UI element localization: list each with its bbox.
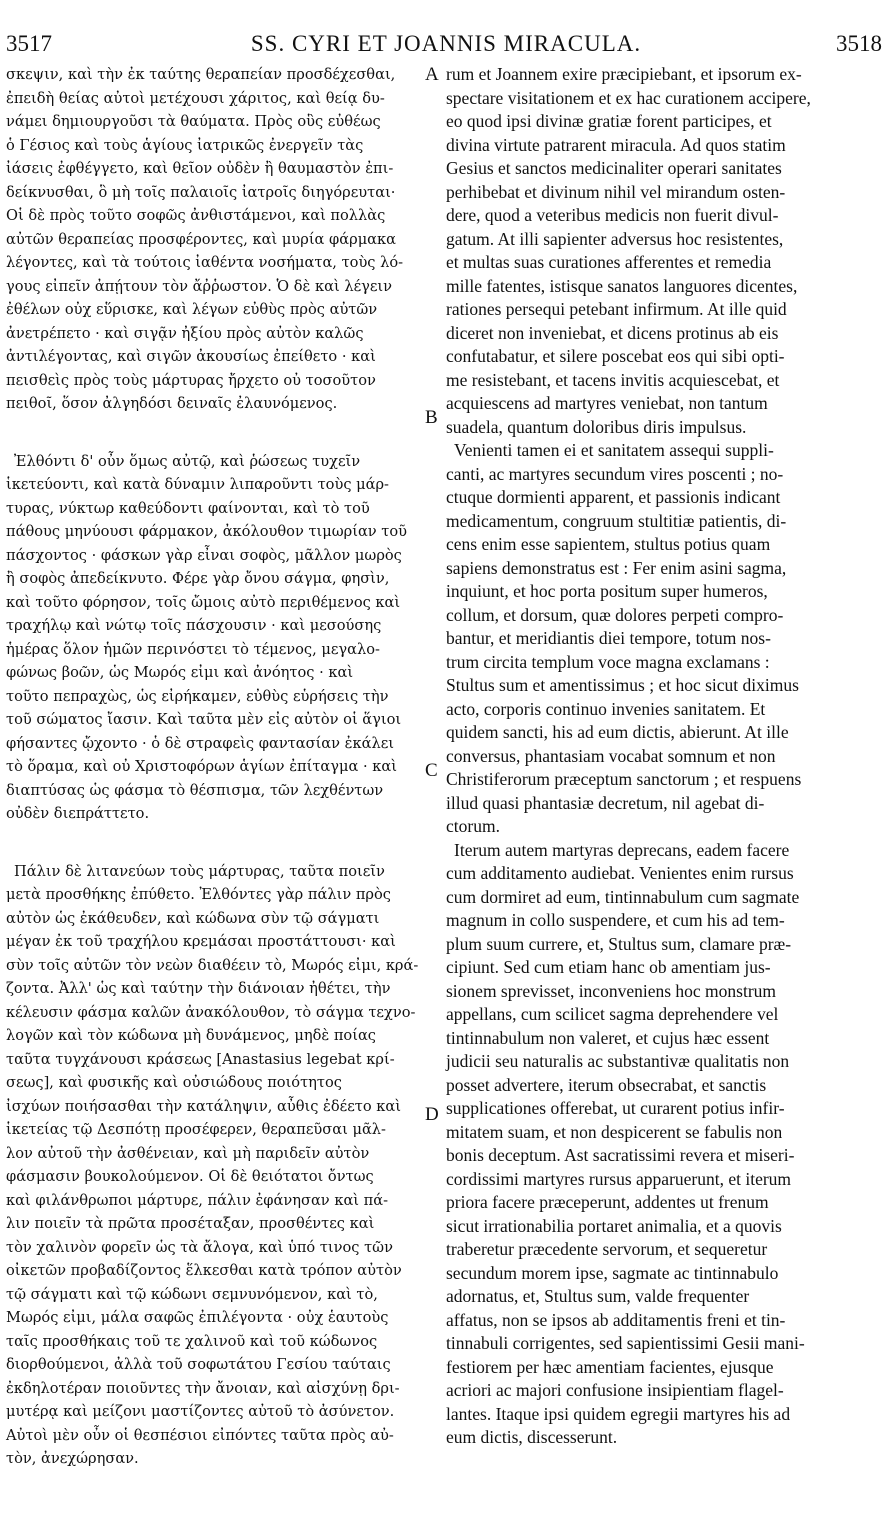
greek-paragraph-gap: [6, 826, 418, 860]
latin-paragraph: [446, 63, 886, 439]
latin-paragraph: [446, 839, 886, 1450]
latin-text-line: eo quod ipsi divinæ gratiæ forent participes, et: [446, 111, 772, 131]
greek-text-line: καὶ φιλάνθρωποι μάρτυρε, πάλιν ἐφάνησαν καὶ πά-: [6, 1191, 389, 1209]
latin-text-line: quidem sancti, his ad eum dictis, abierunt. At ille: [446, 722, 789, 742]
latin-text-line: cum additamento audiebat. Venientes enim rursus: [446, 863, 794, 883]
latin-text-line: bonis deceptum. Ast sacratissimi revera et miseri-: [446, 1145, 795, 1165]
latin-text-line: perhibebat et divinum nihil vel mirandum osten-: [446, 181, 786, 202]
latin-text-line: conversus, phantasiam vocabat somnum et non: [446, 745, 776, 766]
greek-text-line: σεως], καὶ φυσικῆς καὶ οὐσιώδους ποιότητος: [6, 1074, 342, 1091]
greek-text-line: πάσχοντος · φάσκων γὰρ εἶναι σοφὸς, μᾶλλον μωρὸς: [6, 546, 402, 564]
latin-text-line: illud quasi phantasiæ decretum, nil agebat di-: [446, 792, 765, 813]
greek-text-line: γους εἰπεῖν ἀπῄτουν τὸν ἄῤῥωστον. Ὁ δὲ καὶ λέγειν: [6, 277, 393, 295]
greek-text-line: ἱκετεύοντι, καὶ κατὰ δύναμιν λιπαροῦντι τοὺς μάρ-: [6, 476, 389, 493]
latin-text-line: rum et Joannem exire præcipiebant, et ipsorum ex-: [446, 64, 802, 84]
latin-text-line: collum, et dorsum, quæ dolores perpeti compro-: [446, 604, 784, 625]
greek-text-line: τοῦ σώματος ἴασιν. Καὶ ταῦτα μὲν εἰς αὐτὸν οἱ ἅγιοι: [6, 711, 402, 728]
latin-text-line: posset advertere, iterum obsecrabat, et sanctis: [446, 1074, 767, 1095]
latin-text-line: secundum morem ipse, sagmate ac tintinnabulo: [446, 1262, 779, 1283]
latin-text-line: acriori ac majori confusione insipientiam flagel-: [446, 1380, 784, 1400]
latin-text-line: confutabatur, et silere poscebat eos qui sibi opti-: [446, 346, 785, 366]
latin-text-line: divina virtute patrarent miracula. Ad quos statim: [446, 134, 786, 155]
latin-text-line: supplicationes offerebat, ut curarent potius infir-: [446, 1098, 785, 1118]
margin-mark-c: C: [425, 760, 438, 781]
greek-text-line: πειθοῖ, ὅσον ἀλγηδόσι δειναῖς ἐλαυνόμενος.: [6, 395, 338, 412]
right-page-number: 3518: [836, 31, 882, 56]
greek-text-line: αὐτὸν ὡς ἐκάθευδεν, καὶ κώδωνα σὺν τῷ σάγματι: [6, 909, 380, 927]
left-page-number: 3517: [6, 31, 52, 56]
greek-text-line: Πάλιν δὲ λιτανεύων τοὺς μάρτυρας, ταῦτα ποιεῖν: [14, 862, 385, 880]
greek-text-line: λογῶν καὶ τὸν κώδωνα μὴ δυνάμενος, μηδὲ ποίας: [6, 1027, 376, 1044]
greek-text-line: φάσμασιν βουκολούμενον. Οἱ δὲ θειότατοι ὄντως: [6, 1168, 374, 1185]
greek-text-line: τὸν, ἀνεχώρησαν.: [6, 1450, 139, 1467]
latin-text-line: acto, corporis continuo invenies sanitatem. Et: [446, 698, 766, 719]
greek-text-line: αὐτῶν θεραπείας προσφέροντες, καὶ μυρία φάρμακα: [6, 230, 397, 248]
greek-text-line: λέγοντες, καὶ τὰ τούτοις ἰαθέντα νοσήματα, τοὺς λό-: [6, 254, 404, 271]
greek-text-line: λιν ποιεῖν τὰ πρῶτα προσέταξαν, προσθέντες καὶ: [6, 1215, 375, 1232]
latin-text-line: sicut irrationabilia portaret animalia, et a quovis: [446, 1215, 782, 1236]
greek-text-line: νάμει δημιουργοῦσι τὰ θαύματα. Πρὸς οὓς εὐθέως: [6, 113, 381, 130]
margin-mark-b: B: [425, 407, 438, 428]
latin-text-line: dere, quod a veteribus medicis non fuerit divul-: [446, 205, 779, 225]
greek-text-line: Μωρός εἰμι, μάλα σαφῶς ἐπιλέγοντα · οὐχ ἑαυτοὺς: [6, 1309, 389, 1326]
latin-paragraph: [446, 439, 886, 839]
greek-text-line: φήσαντες ᾤχοντο · ὁ δὲ στραφεὶς φαντασίαν ἐκάλει: [6, 734, 395, 752]
greek-text-line: Ἐλθόντι δ' οὖν ὅμως αὐτῷ, καὶ ῥώσεως τυχεῖν: [14, 452, 361, 470]
greek-text-line: ταῖς προσθήκαις τοῦ τε χαλινοῦ καὶ τοῦ κώδωνος: [6, 1332, 378, 1350]
greek-column: [6, 63, 418, 1471]
latin-text-line: me resistebant, et tacens invitis acquiescebat, et: [446, 369, 780, 390]
latin-text-line: inquiunt, et hoc porta positum super humeros,: [446, 581, 768, 601]
greek-text-line: ἰσχύων ποιήσασθαι τὴν κατάληψιν, αὖθις ἐδέετο καὶ: [6, 1097, 401, 1115]
latin-text-line: judicii seu naturalis ac substantivæ qualitatis non: [446, 1051, 790, 1071]
latin-text-line: cipiunt. Sed cum etiam hanc ob amentiam jus-: [446, 957, 771, 977]
latin-text-line: mille fatentes, istisque sanatos languores dicentes,: [446, 275, 798, 296]
greek-text-line: τοῦτο πεπραχὼς, ὡς εἰρήκαμεν, εὐθὺς εὑρήσεις τὴν: [6, 687, 389, 705]
latin-text-line: rationes persequi petebant infirmum. At ille quid: [446, 299, 787, 319]
greek-paragraph: [6, 63, 418, 416]
greek-text-line: πεισθεὶς πρὸς τοὺς μάρτυρας ἤρχετο οὐ τοσοῦτον: [6, 371, 376, 389]
greek-paragraph: [6, 860, 418, 1471]
latin-text-line: cordissimi martyres rursus apparuerunt, et iterum: [446, 1168, 792, 1189]
latin-text-line: priora facere præceperunt, addentes ut frenum: [446, 1192, 769, 1212]
margin-mark-a: A: [425, 64, 439, 85]
greek-text-line: Οἱ δὲ πρὸς τοῦτο σοφῶς ἀνθιστάμενοι, καὶ πολλὰς: [6, 207, 386, 224]
latin-text-line: Gesius et sanctos medicinaliter operari sanitates: [446, 158, 782, 178]
greek-text-line: ἐκδηλοτέραν ποιοῦντες τὴν ἄνοιαν, καὶ αἰσχύνῃ δρι-: [6, 1379, 400, 1397]
greek-text-line: κέλευσιν φάσμα καλῶν ἀνακόλουθον, τὸ σάγμα τεχνο-: [6, 1003, 416, 1021]
greek-paragraph-gap: [6, 416, 418, 450]
latin-text-line: Venienti tamen ei et sanitatem assequi suppli-: [454, 440, 774, 460]
greek-text-line: οἰκετῶν προβαδίζοντος ἕλκεσθαι κατὰ τρόπον αὐτὸν: [6, 1262, 402, 1279]
greek-text-line: διαπτύσας ὡς φάσμα τὸ θέσπισμα, τῶν λεχθέντων: [6, 781, 384, 799]
greek-text-line: ἱκετείας τῷ Δεσπότῃ προσέφερεν, θεραπεῦσαι μᾶλ-: [6, 1121, 386, 1138]
greek-text-line: καὶ τοῦτο φόρησον, τοῖς ὤμοις αὐτὸ περιθέμενος καὶ: [6, 593, 401, 611]
latin-text-line: bantur, et meridiantis diei tempore, totum nos-: [446, 628, 771, 648]
greek-text-line: ἰάσεις ἐφθέγγετο, καὶ θεῖον οὐδὲν ἢ θαυμαστὸν ἐπι-: [6, 160, 394, 177]
latin-text-line: tinnabuli corrigentes, sed sapientissimi Gesii mani-: [446, 1333, 805, 1353]
latin-text-line: ctorum.: [446, 816, 500, 836]
latin-text-line: spectare visitationem et ex hac curationem accipere,: [446, 87, 811, 108]
greek-text-line: ἢ σοφὸς ἀπεδείκνυτο. Φέρε γὰρ ὄνου σάγμα, φησὶν,: [6, 570, 390, 587]
latin-text-line: adornatus, et, Stultus sum, valde frequenter: [446, 1286, 750, 1306]
greek-text-line: μετὰ προσθήκης ἐπύθετο. Ἐλθόντες γὰρ πάλιν πρὸς: [6, 886, 391, 903]
latin-column: [446, 63, 886, 1450]
latin-text-line: mitatem suam, et non despicerent se fabulis non: [446, 1121, 783, 1142]
greek-text-line: σὺν τοῖς αὐτῶν τὸν νεὼν διαθέειν τὸ, Μωρός εἰμι, κρά-: [6, 956, 419, 974]
latin-text-line: et multas suas curationes afferentes et remedia: [446, 252, 772, 272]
greek-text-line: ἀνετρέπετο · καὶ σιγᾷν ἠξίου πρὸς αὐτὸν καλῶς: [6, 324, 364, 342]
greek-text-line: σκεψιν, καὶ τὴν ἐκ ταύτης θεραπείαν προσδέχεσθαι,: [6, 66, 396, 83]
greek-text-line: διορθούμενοι, ἀλλὰ τοῦ σοφωτάτου Γεσίου ταύταις: [6, 1356, 391, 1373]
greek-text-line: τραχήλῳ καὶ νώτῳ τοῖς πάσχουσιν · καὶ μεσούσης: [6, 617, 382, 634]
latin-text-line: suadela, quantum doloribus diris impulsus.: [446, 416, 747, 437]
greek-text-line: ἡμέρας ὅλον ἡμῶν περινόστει τὸ τέμενος, μεγαλο-: [6, 640, 380, 658]
greek-text-line: τυρας, νύκτωρ καθεύδοντι φαίνονται, καὶ τὸ τοῦ: [6, 499, 370, 517]
latin-text-line: eum dictis, discesserunt.: [446, 1427, 618, 1447]
greek-text-line: ὁ Γέσιος καὶ τοὺς ἁγίους ἰατρικῶς ἐνεργεῖν τὰς: [6, 136, 364, 154]
latin-text-line: acquiescens ad martyres veniebat, non tantum: [446, 393, 768, 413]
latin-text-line: cens enim esse sapientem, stultus potius quam: [446, 534, 771, 554]
latin-text-line: lantes. Itaque ipsi quidem egregii martyres his ad: [446, 1403, 791, 1424]
greek-text-line: τῷ σάγματι καὶ τῷ κώδωνι σεμνυνόμενον, καὶ τὸ,: [6, 1285, 378, 1303]
greek-text-line: ἀντιλέγοντας, καὶ σιγῶν ἀκουσίως ἐπείθετο · καὶ: [6, 348, 376, 365]
greek-text-line: πάθους μηνύουσι φάρμακον, ἀκόλουθον τιμωρίαν τοῦ: [6, 523, 408, 540]
latin-text-line: cum dormiret ad eum, tintinnabulum cum sagmate: [446, 886, 800, 907]
running-title: SS. CYRI ET JOANNIS MIRACULA.: [250, 31, 642, 56]
latin-text-line: diceret non inveniebat, et dicens protinus ab eis: [446, 322, 779, 343]
latin-text-line: magnum in collo suspendere, et cum his ad tem-: [446, 910, 785, 930]
latin-text-line: festiorem per hæc amentiam facientes, ejusque: [446, 1356, 774, 1377]
latin-text-line: trum circita templum voce magna exclamans :: [446, 651, 770, 672]
latin-text-line: medicamentum, congruum stultitiæ patientis, di-: [446, 510, 787, 531]
latin-text-line: Iterum autem martyras deprecans, eadem facere: [454, 839, 790, 860]
greek-text-line: φώνως βοῶν, ὡς Μωρός εἰμι καὶ ἀνόητος · καὶ: [6, 664, 354, 681]
latin-text-line: canti, ac martyres secundum vires poscenti ; no-: [446, 463, 784, 484]
greek-text-line: ἐπειδὴ θείας αὐτοὶ μετέχουσι χάριτος, καὶ θείᾳ δυ-: [6, 89, 385, 107]
greek-text-line: δείκνυσθαι, ὃ μὴ τοῖς παλαιοῖς ἰατροῖς διηγόρευται·: [6, 183, 396, 201]
latin-text-line: traberetur præcedente servorum, et sequeretur: [446, 1239, 768, 1259]
latin-text-line: sionem sprevisset, inconveniens hoc monstrum: [446, 980, 777, 1001]
margin-mark-d: D: [425, 1104, 439, 1125]
greek-text-line: ταῦτα τυγχάνουσι κράσεως [Anastasius legebat κρί-: [6, 1050, 395, 1068]
greek-text-line: ζοντα. Ἀλλ' ὡς καὶ ταύτην τὴν διάνοιαν ἠθέτει, τὴν: [6, 980, 391, 997]
latin-text-line: affatus, non se ipsos ab additamentis freni et tin-: [446, 1309, 786, 1330]
greek-paragraph: [6, 450, 418, 826]
latin-text-line: appellans, cum scilicet sagma deprehendere vel: [446, 1004, 779, 1024]
latin-text-line: tintinnabulum non valeret, et cujus hæc essent: [446, 1027, 770, 1048]
latin-text-line: plum suum currere, et, Stultus sum, clamare præ-: [446, 933, 792, 954]
latin-text-line: Stultus sum et amentissimus ; et hoc sicut diximus: [446, 675, 799, 695]
greek-text-line: Αὐτοὶ μὲν οὖν οἱ θεσπέσιοι εἰπόντες ταῦτα πρὸς αὐ-: [6, 1426, 394, 1444]
latin-text-line: sapiens demonstratus est : Fer enim asini sagma,: [446, 557, 787, 578]
greek-text-line: ἐθέλων οὐχ εὕρισκε, καὶ λέγων εὐθὺς πρὸς αὐτῶν: [6, 301, 378, 318]
greek-text-line: οὐδὲν διεπράττετο.: [6, 805, 150, 822]
latin-text-line: ctuque dormienti apparent, et passionis indicant: [446, 487, 781, 507]
greek-text-line: μυτέρᾳ καὶ μείζονι μαστίζοντες αὐτοῦ τὸ ἀσύνετον.: [6, 1403, 395, 1420]
latin-text-line: gatum. At illi sapienter adversus hoc resistentes,: [446, 228, 784, 249]
greek-text-line: λον αὐτοῦ τὴν ἀσθένειαν, καὶ μὴ παριδεῖν αὐτὸν: [6, 1144, 370, 1162]
greek-text-line: τὸν χαλινὸν φορεῖν ὡς τὰ ἄλογα, καὶ ὑπό τινος τῶν: [6, 1238, 393, 1256]
latin-text-line: Christiferorum præceptum sanctorum ; et respuens: [446, 769, 802, 789]
greek-text-line: μέγαν ἐκ τοῦ τραχήλου κρεμάσαι προστάττουσι· καὶ: [6, 933, 396, 950]
greek-text-line: τὸ ὅραμα, καὶ οὐ Χριστοφόρων ἁγίων ἐπίταγμα · καὶ: [6, 758, 397, 775]
